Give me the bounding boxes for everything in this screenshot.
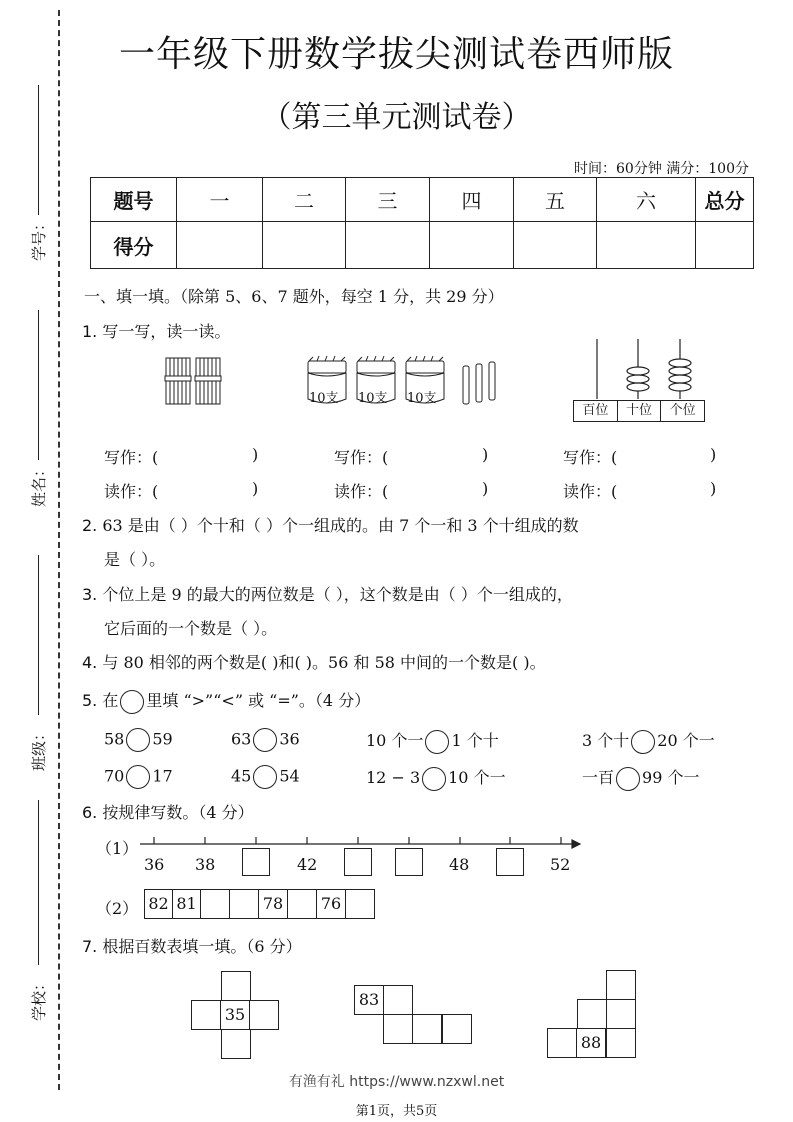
place-label: 百位 [574,401,618,421]
score-header-cell: 五 [514,178,597,222]
compare-circle[interactable] [616,767,640,791]
score-cell[interactable] [514,222,597,269]
number-cell: 82 [144,889,173,919]
score-header-cell: 总分 [696,178,754,222]
number-line-value: 42 [297,855,318,874]
score-cell[interactable] [430,222,514,269]
score-cell[interactable] [263,222,346,269]
number-cell: 78 [258,889,288,919]
answer-box[interactable] [344,848,372,876]
page-title: 一年级下册数学拔尖测试卷西师版 [118,34,674,75]
question-7 [82,934,302,957]
compare-right: 54 [279,766,300,786]
compare-left: 一百 [582,768,615,787]
compare-item [366,765,506,791]
hundred-chart-cell[interactable] [221,971,251,1001]
hundred-chart-cell[interactable] [442,1014,472,1044]
score-header-cell: 题号 [91,178,177,222]
page-number: 第1页，共5页 [355,1104,438,1119]
compare-circle[interactable] [253,765,277,789]
compare-item [366,728,499,754]
time-info: 时间：60分钟 满分：100分 [574,161,749,177]
hundred-chart-cell[interactable] [249,1000,279,1030]
part-1-label: （1） [96,839,139,858]
compare-right: 36 [279,729,300,749]
question-3 [82,582,573,605]
page-subtitle: （第三单元测试卷） [261,100,532,135]
score-header-cell: 一 [177,178,263,222]
hundred-chart-cell[interactable] [606,970,636,1000]
answer-cell[interactable] [200,889,230,919]
compare-circle[interactable] [425,730,449,754]
single-pens-icon [460,360,502,408]
compare-item [582,765,699,791]
answer-cell[interactable] [229,889,259,919]
compare-left: 58 [104,729,125,749]
number-cell: 81 [172,889,201,919]
bundle-label: 10支 [358,391,388,406]
question-text: 在 [102,691,119,710]
compare-item [104,765,173,789]
question-1 [82,319,230,342]
question-text: 根据百数表填一填。（6 分） [102,937,302,956]
compare-left: 45 [231,766,252,786]
read-label: 读作：( [563,482,618,501]
score-header-cell: 四 [430,178,514,222]
compare-item [582,728,715,754]
score-header-cell: 三 [346,178,430,222]
name-label: 姓名： [30,461,49,508]
compare-circle[interactable] [253,728,277,752]
compare-item [104,728,173,752]
question-number: 3. [82,585,98,604]
number-row [144,889,375,919]
question-number: 2. [82,516,98,535]
hundred-chart-cell[interactable] [221,1029,251,1059]
school-label: 学校： [30,975,49,1022]
answer-circle [120,690,144,714]
question-text: 写一写，读一读。 [102,322,231,341]
paren-close: ) [482,479,489,498]
compare-item [231,765,300,789]
compare-right: 1 个十 [451,731,499,750]
compare-circle[interactable] [422,767,446,791]
question-6 [82,800,254,823]
question-text: 与 80 相邻的两个数是( )和( )。56 和 58 中间的一个数是( )。 [102,653,546,672]
write-label: 写作：( [563,448,618,467]
place-label: 个位 [669,403,696,418]
paren-close: ) [252,445,259,464]
question-text: 按规律写数。（4 分） [102,803,254,822]
answer-box[interactable] [496,848,524,876]
question-number: 7. [82,937,98,956]
paren-close: ) [710,479,717,498]
question-number: 4. [82,653,98,672]
hundred-chart-cell[interactable] [606,1028,636,1058]
section-heading: 一、填一填。（除第 5、6、7 题外，每空 1 分，共 29 分） [84,287,504,306]
compare-item [231,728,300,752]
score-cell[interactable] [696,222,754,269]
score-cell[interactable] [597,222,696,269]
class-line [38,555,39,715]
number-line-value: 52 [550,855,571,874]
score-cell[interactable] [177,222,263,269]
hundred-chart-cell[interactable] [606,999,636,1029]
score-row-label: 得分 [91,222,177,269]
question-number: 5. [82,691,98,710]
score-header-cell: 二 [263,178,346,222]
question-text: 63 是由（ ）个十和（ ）个一组成的。由 7 个一和 3 个十组成的数 [102,516,579,535]
hundred-chart-cell: 83 [354,985,384,1015]
name-line [38,310,39,460]
part-2-label: （2） [96,899,139,918]
hundred-chart-cell[interactable] [191,1000,221,1030]
hundred-chart-cell[interactable] [383,1014,413,1044]
answer-box[interactable] [395,848,423,876]
answer-cell[interactable] [287,889,317,919]
hundred-chart-cell: 35 [220,1000,250,1030]
hundred-chart-cell[interactable] [412,1014,442,1044]
question-2 [82,513,579,536]
read-label: 读作：( [104,482,159,501]
write-label: 写作：( [334,448,389,467]
student-id-label: 学号： [30,215,49,262]
question-2-cont: 是（ ）。 [104,550,166,569]
compare-right: 20 个一 [657,731,715,750]
abacus-place-labels [573,400,705,422]
question-number: 6. [82,803,98,822]
abacus-icon [570,335,706,401]
compare-circle[interactable] [126,765,150,789]
paren-close: ) [252,479,259,498]
question-5 [82,688,370,714]
compare-left: 3 个十 [582,731,630,750]
number-line-value: 36 [144,855,165,874]
compare-left: 10 个一 [366,731,424,750]
compare-right: 17 [152,766,173,786]
question-4 [82,650,546,673]
hundred-chart-cell[interactable] [577,999,607,1029]
write-label: 写作：( [104,448,159,467]
compare-right: 59 [152,729,173,749]
compare-circle[interactable] [126,728,150,752]
school-line [38,800,39,965]
answer-cell[interactable] [345,889,375,919]
number-line-value: 38 [195,855,216,874]
place-label: 十位 [618,401,662,421]
compare-left: 63 [231,729,252,749]
hundred-chart-cell[interactable] [547,1028,577,1058]
score-table [90,177,754,269]
read-label: 读作：( [334,482,389,501]
compare-left: 12 − 3 [366,768,421,787]
hundred-chart-cell[interactable] [383,985,413,1015]
paren-close: ) [710,445,717,464]
number-cell: 76 [316,889,346,919]
paren-close: ) [482,445,489,464]
class-label: 班级： [30,725,49,772]
hundred-chart-cell: 88 [576,1028,606,1058]
question-number: 1. [82,322,98,341]
question-3-cont: 它后面的一个数是（ ）。 [104,619,278,638]
compare-right: 10 个一 [448,768,506,787]
number-line-value: 48 [449,855,470,874]
compare-left: 70 [104,766,125,786]
question-text: 个位上是 9 的最大的两位数是（ ），这个数是由（ ）个一组成的， [102,585,573,604]
answer-box[interactable] [242,848,270,876]
compare-right: 99 个一 [642,768,700,787]
stick-bundles-icon [160,352,226,408]
binding-dashed-line [58,10,60,1090]
score-cell[interactable] [346,222,430,269]
bundle-label: 10支 [309,391,339,406]
score-header-cell: 六 [597,178,696,222]
footer-watermark: 有渔有礼 https://www.nzxwl.net [288,1074,505,1090]
compare-circle[interactable] [631,730,655,754]
question-text: 里填 “>”“<” 或 “=”。（4 分） [146,691,371,710]
bundle-label: 10支 [407,391,437,406]
